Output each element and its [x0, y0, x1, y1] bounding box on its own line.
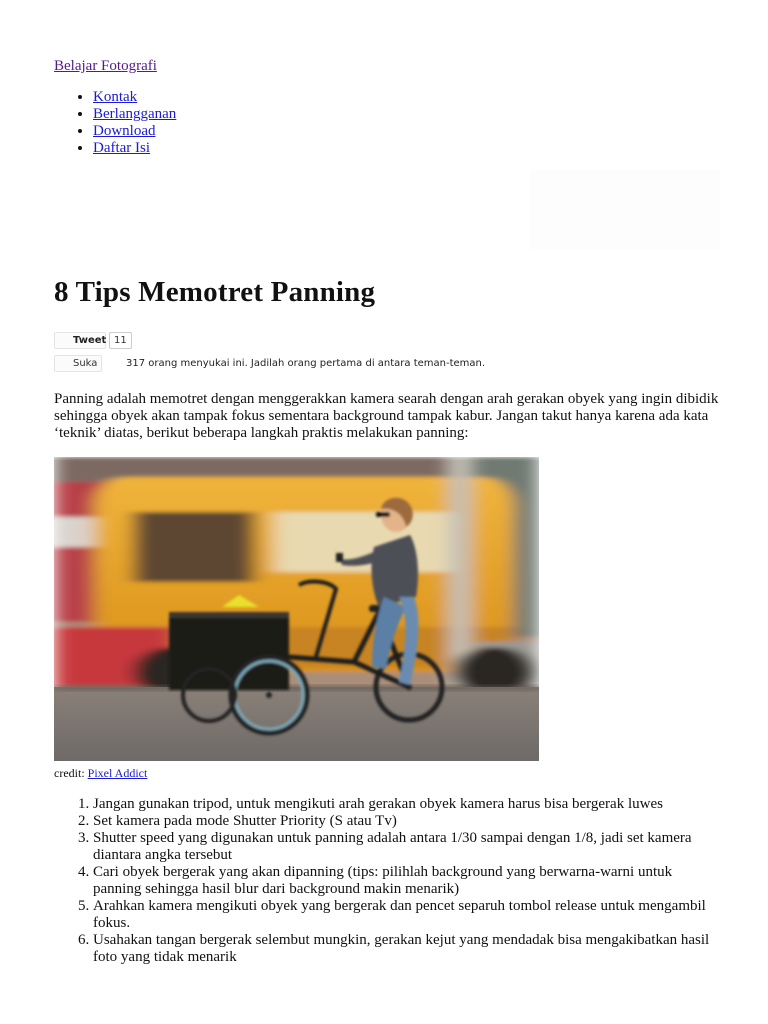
nav-link-berlangganan[interactable]: Berlangganan: [93, 106, 177, 122]
tweet-row: [54, 332, 132, 349]
credit-prefix: credit:: [54, 766, 85, 780]
article-title: 8 Tips Memotret Panning: [54, 276, 376, 308]
tweet-count-bubble: [109, 332, 132, 349]
tweet-button-label: Tweet: [73, 335, 107, 346]
tips-list: [54, 796, 724, 966]
site-title-link[interactable]: Belajar Fotografi: [54, 58, 157, 74]
nav-item-download: [93, 123, 176, 140]
nav-item-berlangganan: [93, 106, 176, 123]
tip-item: 5. Arahkan kamera mengikuti obyek yang bergerak dan pencet separuh tombol release untuk mengambil fokus.: [93, 898, 724, 932]
tweet-button[interactable]: [54, 332, 106, 349]
like-row: [54, 355, 485, 372]
nav-link-download[interactable]: Download: [93, 123, 156, 139]
nav-item-kontak: [93, 89, 176, 106]
tip-item: 3. Shutter speed yang digunakan untuk panning adalah antara 1/30 sampai dengan 1/8, jadi set kamera diantara angka tersebut: [93, 830, 724, 864]
tip-item: 2. Set kamera pada mode Shutter Priority (S atau Tv): [93, 813, 724, 830]
tip-item: 6. Usahakan tangan bergerak selembut mungkin, gerakan kejut yang mendadak bisa mengakibatkan hasil foto yang tidak menarik: [93, 932, 724, 966]
panning-cargo-bike-photo: [54, 457, 539, 761]
tip-item: 4. Cari obyek bergerak yang akan dipanning (tips: pilihlah background yang berwarna-warni untuk panning sehingga hasil blur dari background makin menarik): [93, 864, 724, 898]
photo-credit: [54, 766, 147, 781]
like-button-label: Suka: [73, 358, 98, 369]
nav-link-daftar-isi[interactable]: Daftar Isi: [93, 140, 151, 156]
like-button[interactable]: [54, 355, 102, 372]
nav-item-daftar-isi: [93, 140, 176, 157]
ad-placeholder: [530, 170, 720, 250]
nav-link-kontak[interactable]: Kontak: [93, 89, 138, 105]
tweet-count: 11: [114, 335, 127, 346]
like-count-text: 317 orang menyukai ini. Jadilah orang pertama di antara teman-teman.: [126, 358, 486, 369]
article-intro: Panning adalah memotret dengan menggerakkan kamera searah dengan arah gerakan obyek yang ingin dibidik sehingga obyek akan tampak fokus sementara background tampak kabur. Jangan takut hanya karena ada kata ‘teknik’ diatas, berikut beberapa langkah praktis melakukan panning:: [54, 391, 719, 441]
credit-link[interactable]: Pixel Addict: [87, 766, 148, 780]
tip-item: 1. Jangan gunakan tripod, untuk mengikuti arah gerakan obyek kamera harus bisa bergerak luwes: [93, 796, 724, 813]
top-nav-list: [54, 89, 176, 157]
